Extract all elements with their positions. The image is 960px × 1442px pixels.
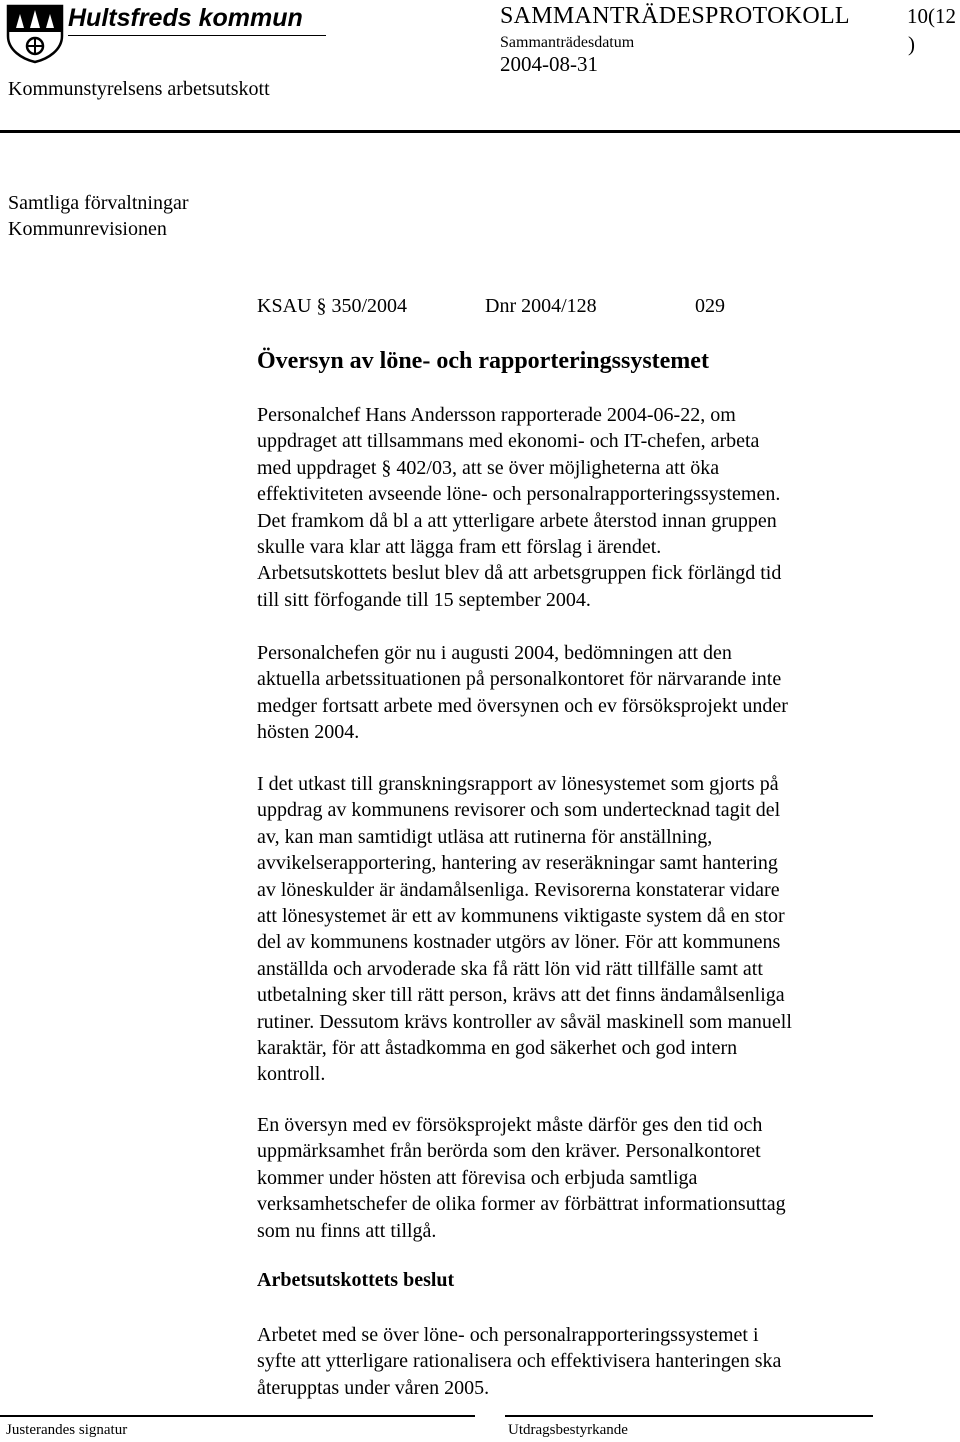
registration-number: Dnr 2004/128 bbox=[485, 295, 597, 317]
paragraph bbox=[257, 402, 877, 613]
page-number: 10(12 bbox=[907, 4, 956, 28]
certification-line bbox=[505, 1415, 873, 1417]
text-line: syfte att ytterligare rationalisera och effektivisera hanteringen ska bbox=[257, 1350, 782, 1373]
text-line: Personalchef Hans Andersson rapporterade 2004-06-22, om bbox=[257, 404, 736, 426]
text-line: rutiner. Dessutom krävs kontroller av såväl maskinell som manuell bbox=[257, 1010, 792, 1033]
text-line: Personalchefen gör nu i augusti 2004, bedömningen att den bbox=[257, 642, 732, 664]
text-line: skulle vara klar att lägga fram ett förslag i ärendet. bbox=[257, 536, 662, 559]
ksau-paragraph: KSAU § 350/2004 bbox=[257, 295, 408, 317]
municipal-crest-icon bbox=[4, 2, 66, 64]
text-line: till sitt förfogande till 15 september 2004. bbox=[257, 588, 591, 611]
recipient-list bbox=[8, 190, 189, 242]
text-line: kommer under hösten att förevisa och erbjuda samtliga bbox=[257, 1166, 698, 1189]
page-number-close: ) bbox=[908, 32, 915, 56]
text-line: aktuella arbetssituationen på personalkontoret för närvarande inte bbox=[257, 668, 782, 691]
text-line: att lönesystemet är ett av kommunens viktigaste system då en stor bbox=[257, 905, 785, 928]
certification-label: Utdragsbestyrkande bbox=[508, 1422, 628, 1438]
text-line: avvikelserapportering, hantering av reseräkningar samt hantering bbox=[257, 852, 778, 875]
organization-underline bbox=[68, 35, 326, 36]
case-reference bbox=[257, 295, 857, 321]
text-line: med uppdraget § 402/03, att se över möjligheterna att öka bbox=[257, 456, 720, 479]
organization-name: Hultsfreds kommun bbox=[68, 4, 303, 32]
meeting-date: 2004-08-31 bbox=[500, 52, 598, 76]
text-line: Det framkom då bl a att ytterligare arbete återstod innan gruppen bbox=[257, 509, 777, 532]
text-line: av, kan man samtidigt utläsa att rutinerna för anställning, bbox=[257, 825, 713, 848]
text-line: hösten 2004. bbox=[257, 721, 360, 744]
text-line: Arbetsutskottets beslut blev då att arbetsgruppen fick förlängd tid bbox=[257, 562, 782, 585]
text-line: återupptas under våren 2005. bbox=[257, 1376, 490, 1399]
decision-heading: Arbetsutskottets beslut bbox=[257, 1269, 455, 1291]
paragraph bbox=[257, 771, 877, 1088]
text-line: En översyn med ev försöksprojekt måste därför ges den tid och bbox=[257, 1114, 763, 1136]
text-line: medger fortsatt arbete med översynen och ev försöksprojekt under bbox=[257, 694, 788, 717]
decision-paragraph bbox=[257, 1322, 877, 1401]
header-divider bbox=[0, 130, 960, 133]
signature-label: Justerandes signatur bbox=[6, 1422, 128, 1438]
text-line: verksamhetschefer de olika former av förbättrat informationsuttag bbox=[257, 1193, 786, 1216]
committee-name: Kommunstyrelsens arbetsutskott bbox=[8, 78, 270, 100]
text-line: utbetalning sker till rätt person, krävs att det finns ändamålsenliga bbox=[257, 984, 785, 1007]
page-title: Översyn av löne- och rapporteringssystemet bbox=[257, 348, 709, 374]
text-line: uppdraget att tillsammans med ekonomi- och IT-chefen, arbeta bbox=[257, 430, 760, 453]
document-type: SAMMANTRÄDESPROTOKOLL bbox=[500, 3, 850, 29]
meeting-date-label: Sammanträdesdatum bbox=[500, 34, 635, 51]
text-line: uppmärksamhet från berörda som den kräver. Personalkontoret bbox=[257, 1140, 761, 1163]
text-line: Arbetet med se över löne- och personalrapporteringssystemet i bbox=[257, 1324, 759, 1346]
text-line: del av kommunens kostnader utgörs av löner. För att kommunens bbox=[257, 931, 781, 954]
text-line: anställda och arvoderade ska få rätt lön vid rätt tillfälle samt att bbox=[257, 957, 763, 980]
signature-line bbox=[0, 1415, 475, 1417]
paragraph bbox=[257, 1112, 877, 1244]
paragraph bbox=[257, 640, 877, 746]
archive-code: 029 bbox=[695, 295, 725, 317]
recipient: Kommunrevisionen bbox=[8, 218, 167, 240]
text-line: karaktär, för att åstadkomma en god säkerhet och god intern bbox=[257, 1037, 738, 1060]
text-line: kontroll. bbox=[257, 1063, 326, 1086]
text-line: av löneskulder är ändamålsenliga. Revisorerna konstaterar vidare bbox=[257, 878, 780, 901]
text-line: uppdrag av kommunens revisorer och som undertecknad tagit del bbox=[257, 799, 781, 822]
text-line: som nu finns att tillgå. bbox=[257, 1219, 437, 1242]
text-line: effektiviteten avseende löne- och personalrapporteringssystemen. bbox=[257, 483, 781, 506]
recipient: Samtliga förvaltningar bbox=[8, 192, 189, 214]
text-line: I det utkast till granskningsrapport av lönesystemet som gjorts på bbox=[257, 773, 779, 795]
